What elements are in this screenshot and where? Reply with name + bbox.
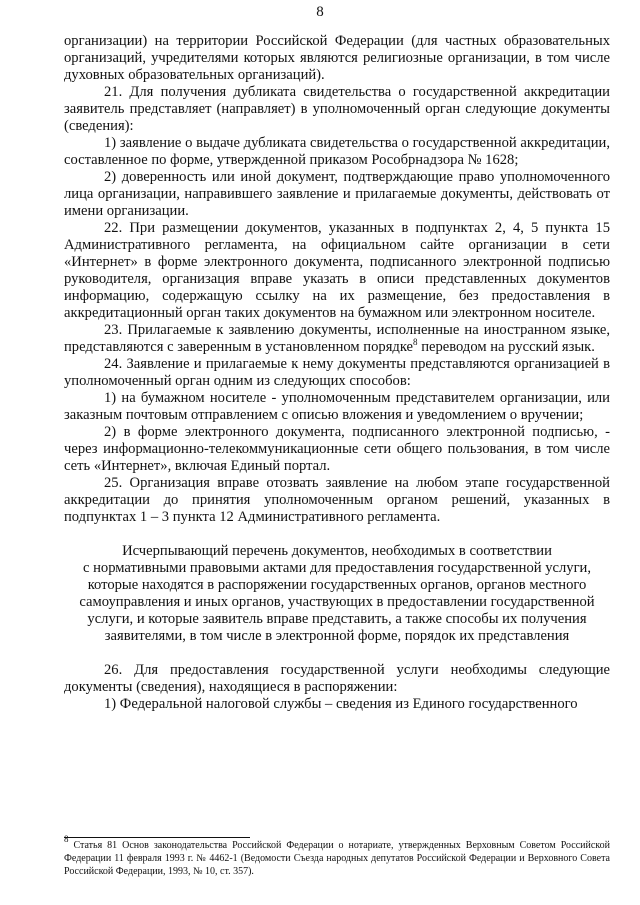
paragraph-21: 21. Для получения дубликата свидетельства о государственной аккредитации заявитель представляет (направляет) в уполномоченный орган следующие документы (сведения): [64, 84, 610, 134]
paragraph-22: 22. При размещении документов, указанных в подпунктах 2, 4, 5 пункта 15 Административного регламента, на официальном сайте организации в сети «Интернет» в форме электронного документа, подписанного электронной подписью руководителя, организация вправе указать в описи представленных документов информацию, содержащую ссылку на их размещение, без предоставления в аккредитационный орган таких документов на бумажном или электронном носителе. [64, 220, 610, 321]
section-heading-line: услуги, и которые заявитель вправе представить, а также способы их получения [87, 611, 587, 627]
section-heading-line: с нормативными правовыми актами для предоставления государственной услуги, [82, 560, 592, 576]
section-heading [64, 543, 610, 645]
section-heading-line: самоуправления и иных органов, участвующих в предоставлении государственной [79, 594, 595, 610]
page-number: 8 [316, 4, 324, 20]
footnote-divider [64, 837, 250, 838]
paragraph-26: 26. Для предоставления государственной услуги необходимы следующие документы (сведения), находящиеся в распоряжении: [64, 662, 610, 695]
footnote-mark: 8 [64, 834, 69, 844]
paragraph-24: 24. Заявление и прилагаемые к нему документы представляются организацией в уполномоченный орган одним из следующих способов: [64, 356, 610, 389]
paragraph-26-item-1: 1) Федеральной налоговой службы – сведения из Единого государственного [104, 696, 578, 712]
document-body [64, 33, 610, 713]
paragraph-23 [64, 322, 610, 356]
paragraph-23-text: 23. Прилагаемые к заявлению документы, исполненные на иностранном языке, представляются с заверенным в установленном порядке [64, 322, 610, 355]
paragraph-25: 25. Организация вправе отозвать заявление на любом этапе государственной аккредитации до принятия уполномоченным органом решений, указанных в подпунктах 1 – 3 пункта 12 Административного регламента. [64, 475, 610, 525]
paragraph-21-item-2: 2) доверенность или иной документ, подтверждающие право уполномоченного лица организации, направившего заявление и прилагаемые документы, действовать от имени организации. [64, 169, 610, 219]
footnote-text: Статья 81 Основ законодательства Российской Федерации о нотариате, утвержденных Верховным Советом Российской Федерации 11 февраля 1993 г. № 4462-1 (Ведомости Съезда народных депутатов Российской Федерации и Верховного Совета Российской Федерации, 1993, № 10, ст. 357). [64, 840, 610, 877]
section-heading-line: заявителями, в том числе в электронной форме, порядок их представления [104, 628, 570, 644]
footnote [64, 834, 610, 878]
paragraph-continuation: организации) на территории Российской Федерации (для частных образовательных организаций, учредителями которых являются религиозные организации, в том числе духовных образовательных организаций). [64, 33, 610, 83]
paragraph-21-item-1: 1) заявление о выдаче дубликата свидетельства о государственной аккредитации, составленное по форме, утвержденной приказом Рособрнадзора № 1628; [64, 135, 610, 168]
paragraph-24-item-2: 2) в форме электронного документа, подписанного электронной подписью, - через информационно-телекоммуникационные сети общего пользования, в том числе сеть «Интернет», включая Единый портал. [64, 424, 610, 474]
section-heading-line: которые находятся в распоряжении государственных органов, органов местного [87, 577, 587, 593]
paragraph-23-text-end: переводом на русский язык. [417, 339, 595, 355]
footnote-reference: 8 [413, 337, 418, 347]
section-heading-line: Исчерпывающий перечень документов, необходимых в соответствии [122, 543, 552, 559]
paragraph-24-item-1: 1) на бумажном носителе - уполномоченным представителем организации, или заказным почтовым отправлением с описью вложения и уведомлением о вручении; [64, 390, 610, 423]
